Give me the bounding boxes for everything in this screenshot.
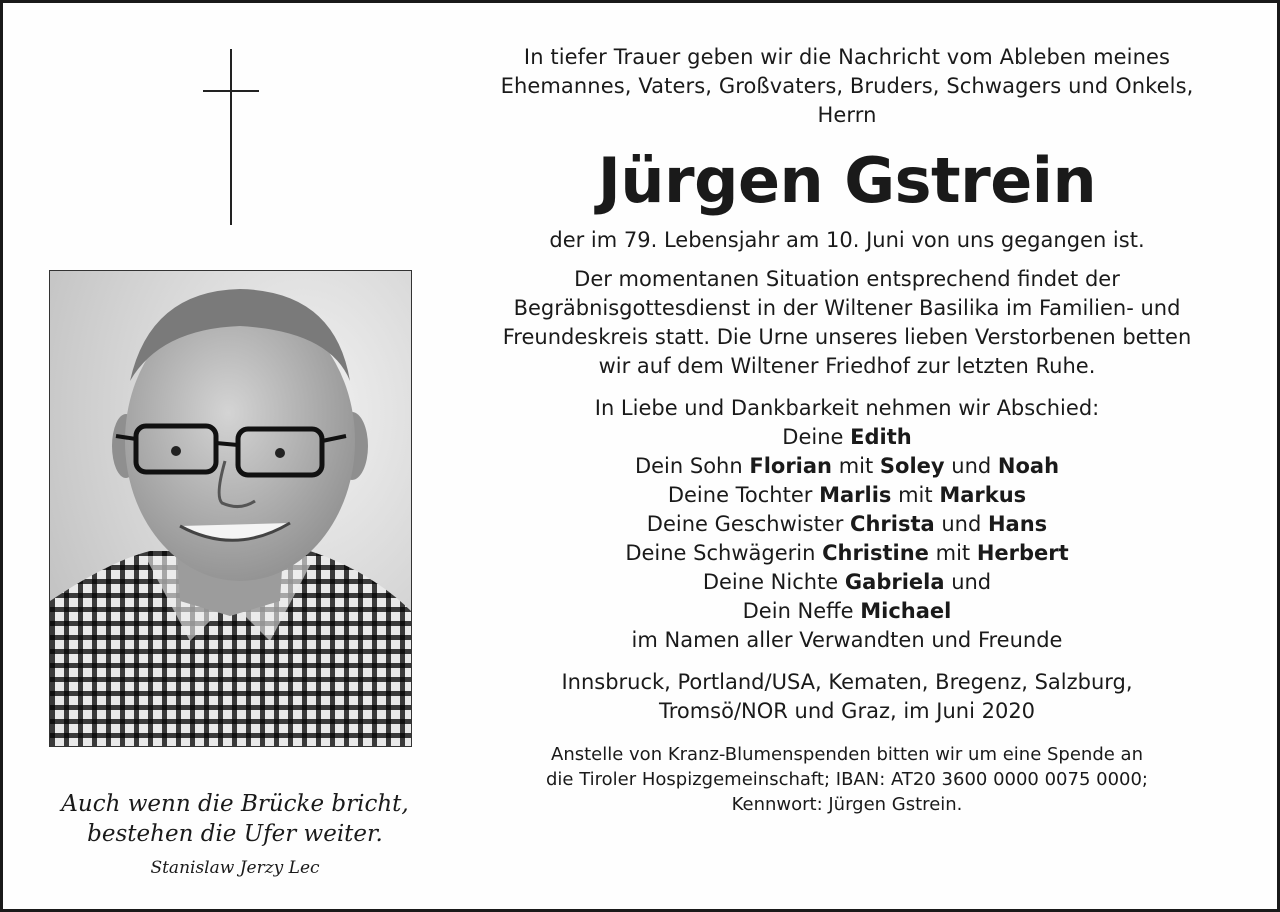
mourner-name: Noah [997,454,1060,478]
mourner-line [459,423,1235,452]
mourner-name: Christa [850,512,935,536]
places-block [459,668,1235,726]
farewell-intro: In Liebe und Dankbarkeit nehmen wir Abschied: [594,396,1100,420]
mourner-line [459,452,1235,481]
mourner-relation: Dein Sohn [634,454,750,478]
mourner-relation: und [934,512,988,536]
places-line-2: Tromsö/NOR und Graz, im Juni 2020 [658,699,1036,723]
mourner-name: Marlis [819,483,892,507]
mourner-relation: Deine Nichte [702,570,845,594]
intro-line-2: Ehemannes, Vaters, Großvaters, Bruders, Schwagers und Onkels, [500,74,1194,98]
mourner-relation: Deine [782,425,851,449]
mourner-relation: und [944,454,998,478]
mourner-name: Soley [879,454,945,478]
obituary-text [459,43,1235,817]
mourner-relation: Deine Tochter [667,483,820,507]
deceased-name: Jürgen Gstrein [597,144,1097,217]
mourner-line [459,510,1235,539]
mourner-line [459,539,1235,568]
mourner-relation: mit [891,483,940,507]
mourner-name: Michael [860,599,952,623]
service-line-4: wir auf dem Wiltener Friedhof zur letzten Ruhe. [598,354,1096,378]
mourner-line [459,597,1235,626]
mourner-relation: Dein Neffe [742,599,861,623]
relatives-line: im Namen aller Verwandten und Freunde [631,628,1063,652]
mourner-name: Markus [939,483,1027,507]
quote-block [33,789,437,879]
mourner-line [459,481,1235,510]
mourner-name: Herbert [976,541,1069,565]
mourner-line [459,568,1235,597]
mourner-relation: mit [928,541,977,565]
mourner-name: Christine [822,541,929,565]
mourner-relation: Deine Geschwister [646,512,851,536]
mourner-relation: mit [832,454,880,478]
quote-author: Stanislaw Jerzy Lec [150,858,320,878]
quote-line-1: Auch wenn die Brücke bricht, [61,791,409,817]
donation-line-3: Kennwort: Jürgen Gstrein. [731,794,963,815]
age-line: der im 79. Lebensjahr am 10. Juni von uns gegangen ist. [549,228,1145,252]
mourner-name: Hans [987,512,1048,536]
mourner-name: Edith [850,425,912,449]
quote-line-2: bestehen die Ufer weiter. [87,821,383,847]
service-line-3: Freundeskreis statt. Die Urne unseres lieben Verstorbenen betten [502,325,1192,349]
mourner-name: Gabriela [844,570,945,594]
places-line-1: Innsbruck, Portland/USA, Kematen, Bregenz, Salzburg, [561,670,1133,694]
mourners-list [459,423,1235,626]
mourners-block [459,394,1235,655]
service-block [459,265,1235,381]
mourner-relation: und [944,570,992,594]
portrait-photo [49,270,412,747]
donation-line-1: Anstelle von Kranz-Blumenspenden bitten wir um eine Spende an [551,744,1143,765]
cross-icon [203,49,259,225]
service-line-1: Der momentanen Situation entsprechend findet der [574,267,1120,291]
mourner-relation: Deine Schwägerin [625,541,823,565]
intro-line-1: In tiefer Trauer geben wir die Nachricht vom Ableben meines [523,45,1171,69]
donation-block [459,742,1235,817]
service-line-2: Begräbnisgottesdienst in der Wiltener Basilika im Familien- und [513,296,1181,320]
mourner-name: Florian [749,454,833,478]
donation-line-2: die Tiroler Hospizgemeinschaft; IBAN: AT20 3600 0000 0075 0000; [546,769,1148,790]
intro-line-3: Herrn [817,103,877,127]
